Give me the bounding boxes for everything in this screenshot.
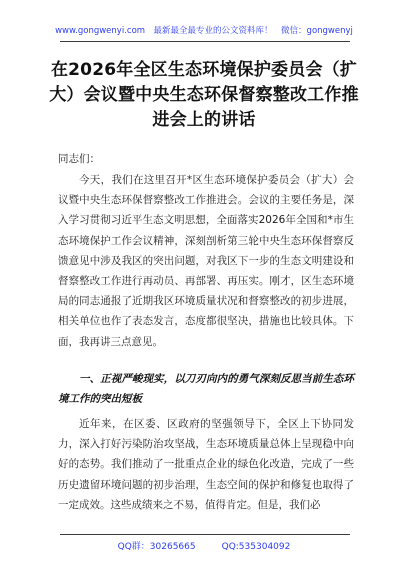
paragraph-1: 今天，我们在这里召开*区生态环境保护委员会（扩大）会议暨中央生态环保督察整改工作推进会。会议的主要任务是，深入学习贯彻习近平生态文明思想，全面落实2026年全国和*市生态环境保护工作会议精神，深刻剖析第三轮中央生态环保督察反馈意见中涉及我区的突出问题，对我区下一步的生态文明建设和督察整改工作进行再动员、再部署、再压实。刚才，区生态环境局的同志通报了近期我区环境质量状况和督察整改的初步进展，相关单位也作了表态发言，态度都很坚决，措施也比较具体。下面，我再讲三点意见。: [58, 174, 354, 348]
footer-divider: [60, 534, 350, 535]
page-footer: [0, 539, 408, 552]
section-heading-1: 一、正视严峻现实，以刀刃向内的勇气深刻反思当前生态环境工作的突出短板: [58, 373, 354, 406]
page-header: www.gongwenyi.com 最新最全最专业的公文资料库！ 微信：gongwenyj: [55, 26, 353, 36]
footer-qq-group: QQ群：30265665: [117, 542, 196, 552]
paragraph-2: 近年来，在区委、区政府的坚强领导下，全区上下协同发力，深入打好污染防治攻坚战，生态环境质量总体上呈现稳中向好的态势。我们推动了一批重点企业的绿色化改造，完成了一些历史遗留环境问题的初步治理，生态空间的保护和修复也取得了一定成效。这些成绩来之不易，值得肯定。但是，我们必: [58, 418, 354, 511]
header-divider: [60, 41, 350, 42]
footer-qq: QQ:535304092: [221, 542, 291, 552]
document-title: 在2026年全区生态环境保护委员会（扩大）会议暨中央生态环保督察整改工作推进会上的讲话: [49, 60, 359, 130]
greeting: 同志们：: [58, 153, 100, 165]
